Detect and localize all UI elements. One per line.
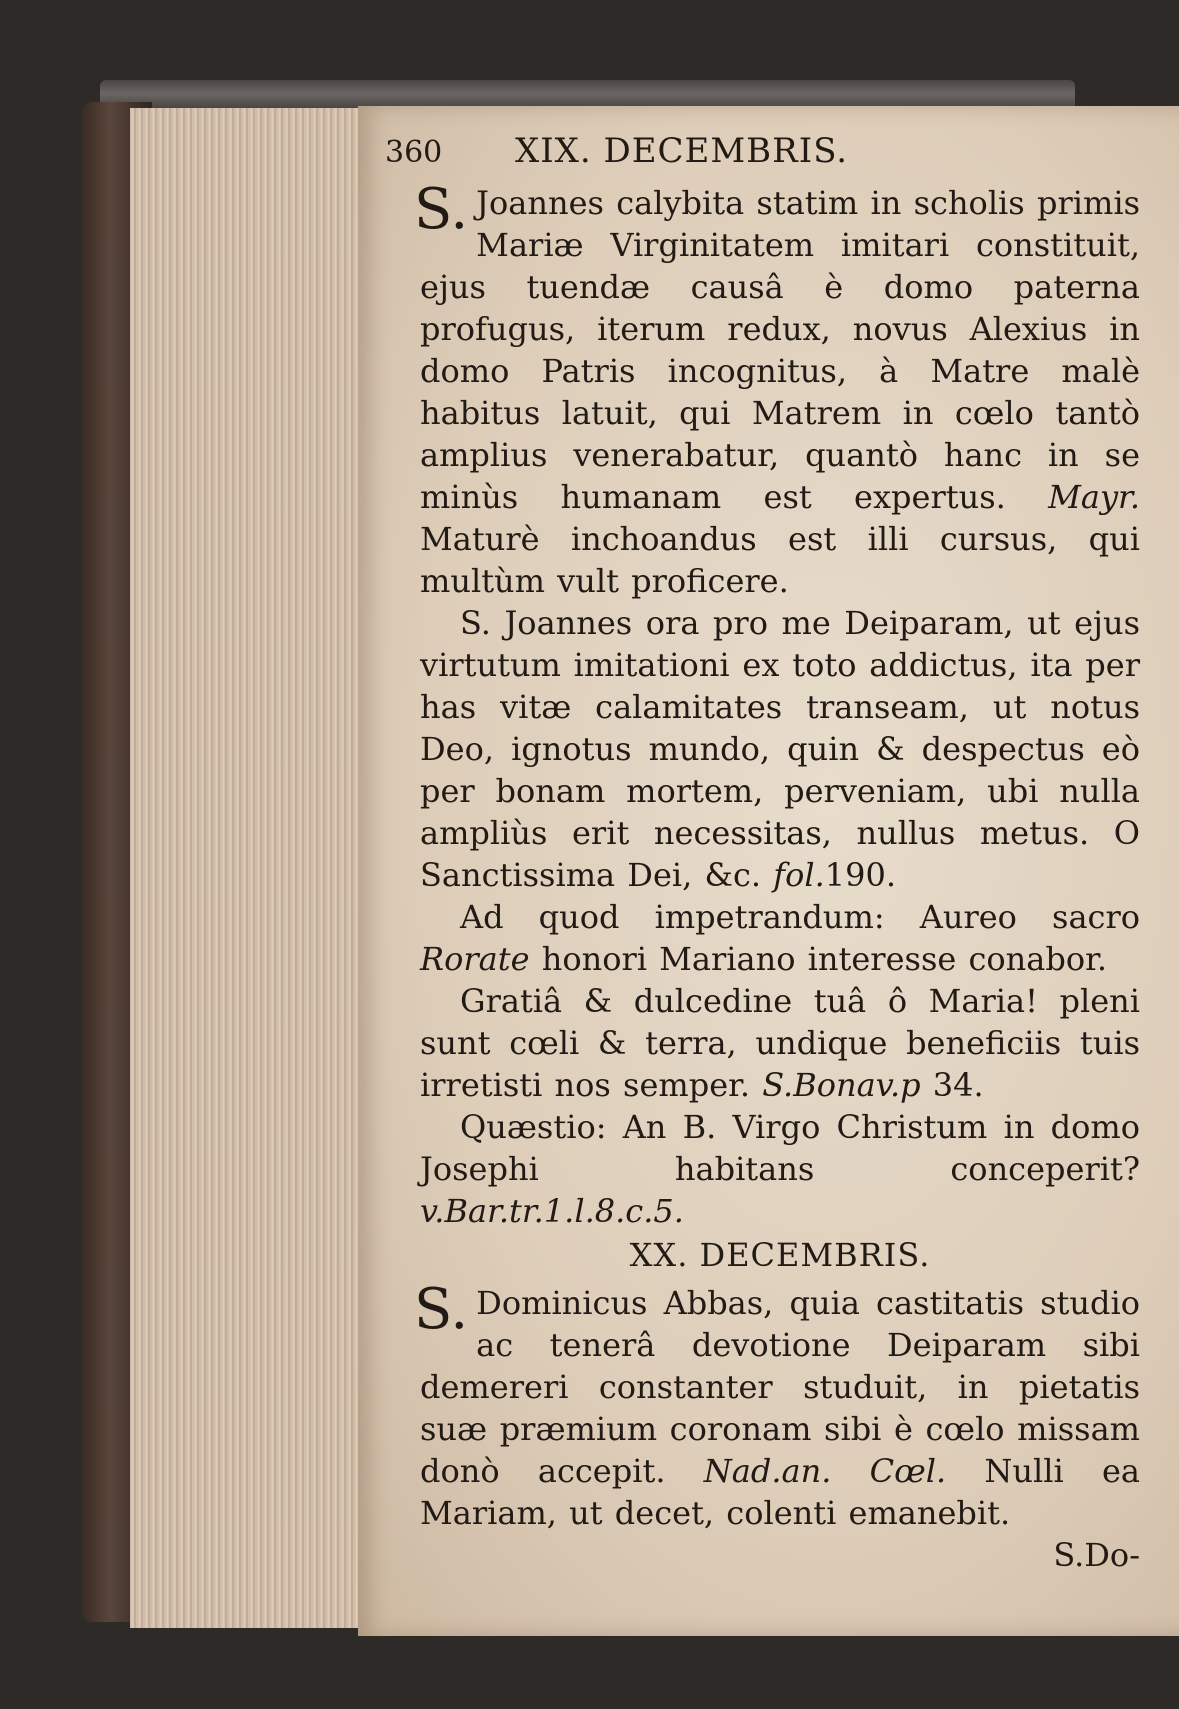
- paragraph-text: S. Joannes ora pro me Deiparam, ut ejus virtutum imitationi ex toto addictus, ita per has vitæ calamitates transeam, ut notus Deo, ignotus mundo, quin & despectus eò per bonam mortem, perveniam, ubi nulla ampliùs erit necessitas, nullus metus. O Sanctissima Dei, &c.: [420, 604, 1140, 894]
- page-number: 360: [385, 135, 443, 170]
- running-title: XIX. DECEMBRIS.: [515, 131, 849, 171]
- entry-paragraph: [414, 177, 1140, 602]
- paragraph-text: Gratiâ & dulcedine tuâ ô Maria! pleni sunt cœli & terra, undique beneficiis tuis irretisti nos semper.: [420, 982, 1140, 1104]
- resolution-paragraph: [420, 896, 1140, 980]
- drop-letter: S.: [414, 1277, 469, 1342]
- prayer-paragraph: [420, 602, 1140, 896]
- paragraph-text: Maturè inchoandus est illi cursus, qui multùm vult proficere.: [420, 520, 1140, 600]
- quote-paragraph: [420, 980, 1140, 1106]
- source-reference: S.Bonav.p: [762, 1066, 921, 1104]
- page-stack-edge: [130, 108, 362, 1628]
- page-header: [385, 130, 1140, 182]
- paragraph-text: Nulli ea Mariam, ut decet, colenti emanebit.: [420, 1452, 1141, 1532]
- source-reference: Nad.an. Cœl.: [703, 1452, 947, 1490]
- paragraph-text: honori Mariano interesse conabor.: [541, 940, 1108, 978]
- source-reference: Mayr.: [1048, 478, 1140, 516]
- page-text: [385, 130, 1141, 1576]
- paragraph-text: Quæstio: An B. Virgo Christum in domo Josephi habitans conceperit?: [420, 1108, 1140, 1188]
- paragraph-text: Ad quod impetrandum: Aureo sacro: [460, 898, 1140, 936]
- drop-letter: S.: [414, 177, 469, 242]
- catchword: S.Do-: [1053, 1536, 1140, 1574]
- catchword-row: [420, 1534, 1140, 1576]
- paragraph-text: Joannes calybita statim in scholis primis Mariæ Virginitatem imitari constituit, ejus tuendæ causâ è domo paterna profugus, iterum redux, novus Alexius in domo Patris incognitus, à Matre malè habitus latuit, qui Matrem in cœlo tantò amplius venerabatur, quantò hanc in se minùs humanam est expertus.: [420, 184, 1140, 516]
- entry-paragraph: [414, 1277, 1141, 1534]
- paragraph-text: Dominicus Abbas, quia castitatis studio ac tenerâ devotione Deiparam sibi demereri constanter studuit, in pietatis suæ præmium coronam sibi è cœlo missam donò accepit.: [420, 1284, 1140, 1490]
- question-paragraph: [420, 1106, 1140, 1232]
- folio-reference: fol.: [773, 856, 825, 894]
- source-reference: v.Bar.tr.1.l.8.c.5.: [420, 1192, 684, 1230]
- section-title: XX. DECEMBRIS.: [629, 1236, 931, 1274]
- page-reference: 34.: [932, 1066, 984, 1104]
- folio-number: 190.: [824, 856, 896, 894]
- italic-term: Rorate: [420, 940, 530, 978]
